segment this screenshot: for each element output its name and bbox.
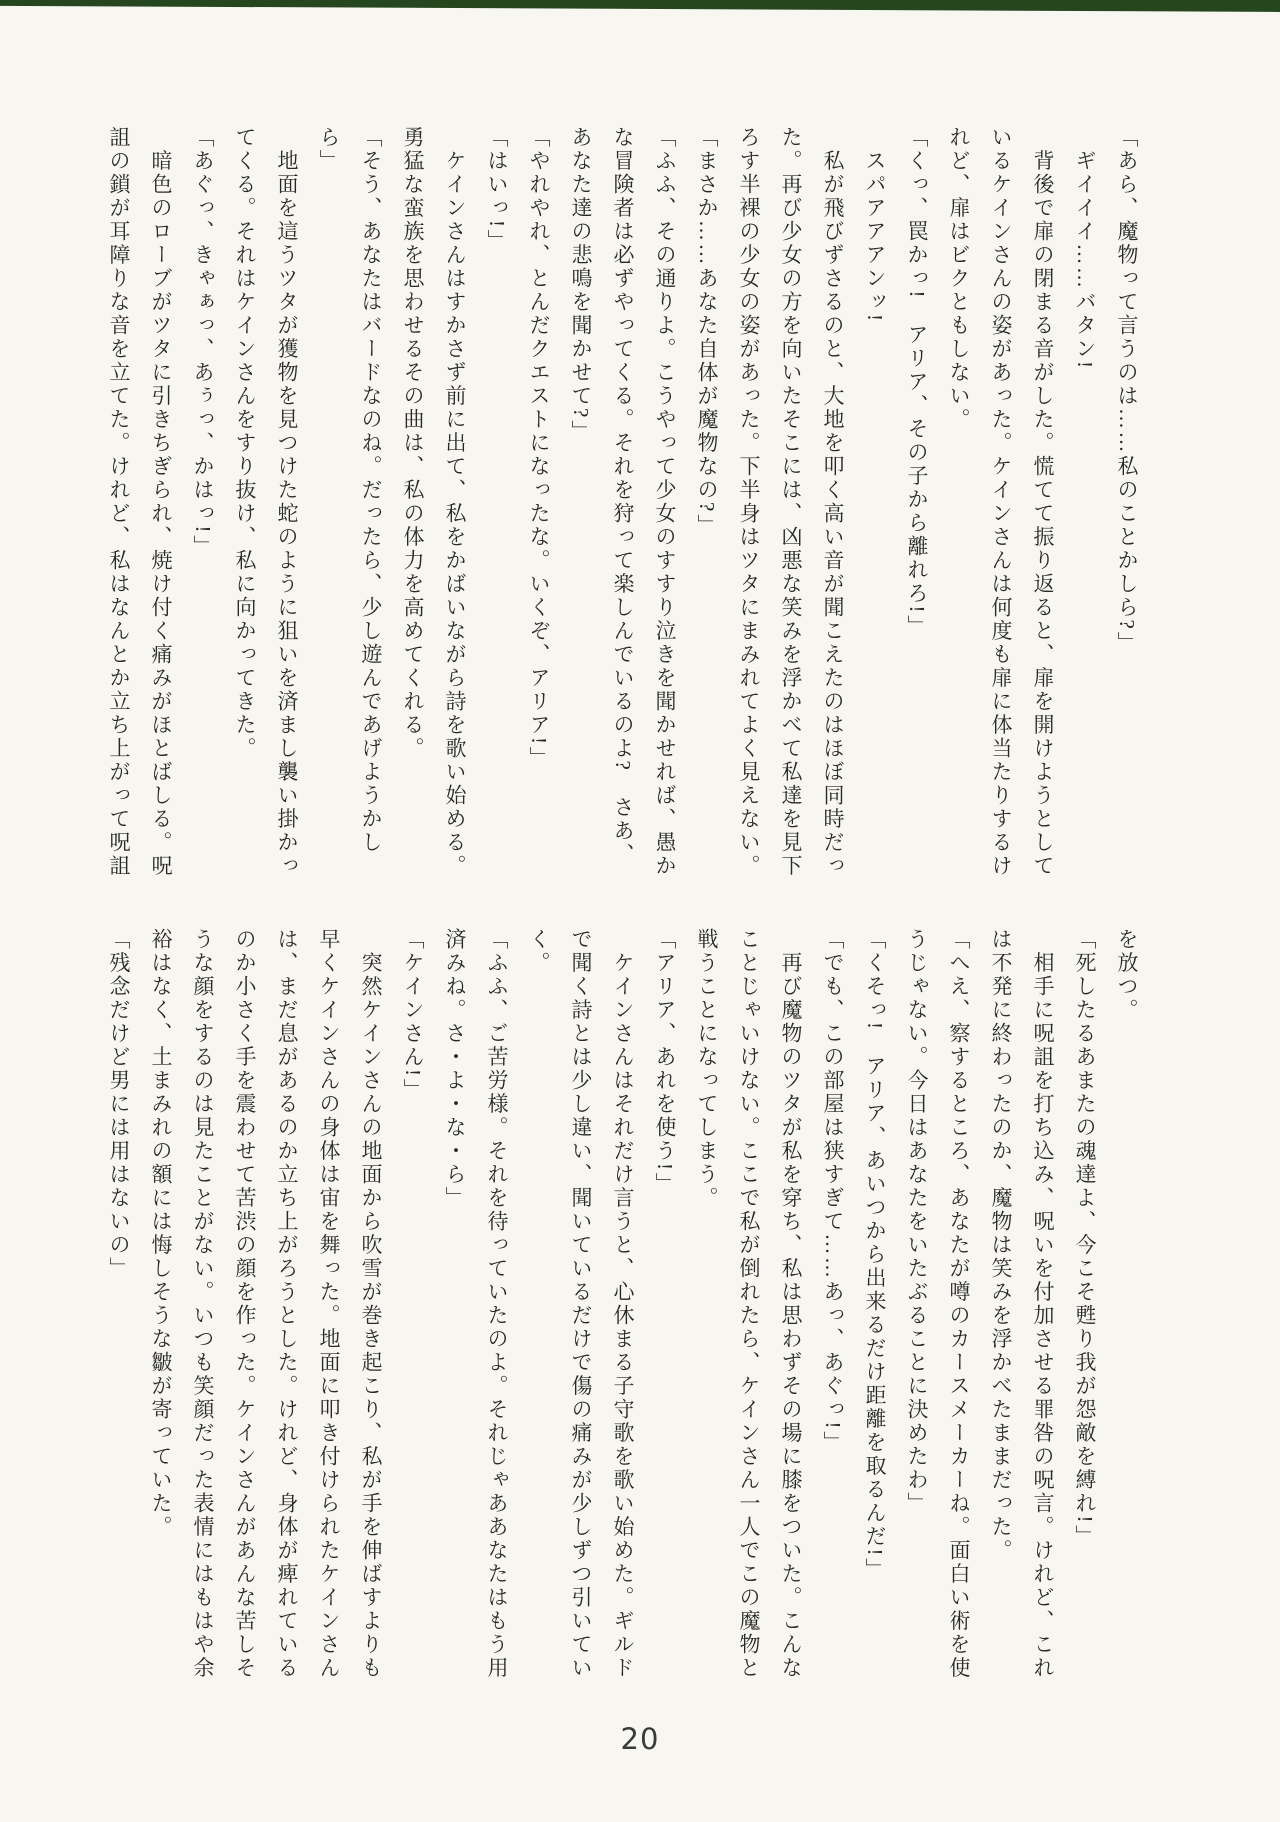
text-column: ギイイイ……バタン! bbox=[1073, 126, 1097, 371]
text-column: 私が飛びずさるのと、大地を叩く高い音が聞こえたのはほぼ同時だっ bbox=[821, 126, 845, 878]
text-column: 「やれやれ、とんだクエストになったな。いくぞ、アリア!」 bbox=[527, 126, 551, 770]
text-column: 済みね。さ・よ・な・ら」 bbox=[443, 928, 467, 1210]
text-column: 暗色のローブがツタに引きちぎられ、焼け付く痛みがほとばしる。呪 bbox=[149, 126, 173, 878]
text-column: 「ふふ、ご苦労様。それを待っていたのよ。それじゃああなたはもう用 bbox=[485, 928, 509, 1680]
text-column: ら」 bbox=[317, 126, 341, 173]
text-column: 戦うことになってしまう。 bbox=[695, 928, 719, 1210]
text-column: 早くケインさんの身体は宙を舞った。地面に叩き付けられたケインさん bbox=[317, 928, 341, 1680]
text-column: 「あぐっ、きゃぁっ、あぅっ、かはっ!」 bbox=[191, 126, 215, 559]
bottom-text-block bbox=[98, 928, 1148, 1684]
text-column: いるケインさんの姿があった。ケインさんは何度も扉に体当たりするけ bbox=[989, 126, 1013, 878]
text-column: 「でも、この部屋は狭すぎて……あっ、あぐっ!」 bbox=[821, 928, 845, 1455]
text-column: あなた達の悲鳴を聞かせて?」 bbox=[569, 126, 593, 444]
text-column: な冒険者は必ずやってくる。それを狩って楽しんでいるのよ? さあ、 bbox=[611, 126, 635, 867]
text-column: 「残念だけど男には用はないの」 bbox=[107, 928, 131, 1281]
text-column: は不発に終わったのか、魔物は笑みを浮かべたままだった。 bbox=[989, 928, 1013, 1563]
text-column: 「あら、魔物って言うのは……私のことかしら?」 bbox=[1115, 126, 1139, 655]
text-column: 「死したるあまたの魂達よ、今こそ甦り我が怨敵を縛れ!」 bbox=[1073, 928, 1097, 1549]
text-column: ケインさんはすかさず前に出て、私をかばいながら詩を歌い始める。 bbox=[443, 126, 467, 878]
text-column: 「ふふ、その通りよ。こうやって少女のすすり泣きを聞かせれば、愚か bbox=[653, 126, 677, 878]
text-column: で聞く詩とは少し違い、聞いているだけで傷の痛みが少しずつ引いてい bbox=[569, 928, 593, 1680]
text-column: た。再び少女の方を向いたそこには、凶悪な笑みを浮かべて私達を見下 bbox=[779, 126, 803, 878]
text-column: ケインさんはそれだけ言うと、心休まる子守歌を歌い始めた。ギルド bbox=[611, 928, 635, 1680]
text-column: 「くそっ! アリア、あいつから出来るだけ距離を取るんだ!」 bbox=[863, 928, 887, 1582]
text-column: 裕はなく、土まみれの額には悔しそうな皺が寄っていた。 bbox=[149, 928, 173, 1539]
text-column: 「ケインさん!」 bbox=[401, 928, 425, 1102]
scan-edge-artifact bbox=[0, 0, 1280, 13]
text-column: 「アリア、あれを使う!」 bbox=[653, 928, 677, 1196]
text-column: 背後で扉の閉まる音がした。慌てて振り返ると、扉を開けようとして bbox=[1031, 126, 1055, 878]
text-column: スパアアアンッ! bbox=[863, 126, 887, 324]
text-column: のか小さく手を震わせて苦渋の顔を作った。ケインさんがあんな苦しそ bbox=[233, 928, 257, 1680]
text-column: く。 bbox=[527, 928, 551, 975]
text-column: 詛の鎖が耳障りな音を立てた。けれど、私はなんとか立ち上がって呪詛 bbox=[107, 126, 131, 878]
text-column: ろす半裸の少女の姿があった。下半身はツタにまみれてよく見えない。 bbox=[737, 126, 761, 878]
text-column: 「まさか……あなた自体が魔物なの?」 bbox=[695, 126, 719, 538]
text-column: 地面を這うツタが獲物を見つけた蛇のように狙いを済まし襲い掛かっ bbox=[275, 126, 299, 878]
text-column: 「そう、あなたはバードなのね。だったら、少し遊んであげようかし bbox=[359, 126, 383, 855]
text-column: を放つ。 bbox=[1115, 928, 1139, 1022]
text-column: 勇猛な蛮族を思わせるその曲は、私の体力を高めてくれる。 bbox=[401, 126, 425, 761]
text-column: うじゃない。今日はあなたをいたぶることに決めたわ」 bbox=[905, 928, 929, 1516]
text-column: うな顔をするのは見たことがない。いつも笑顔だった表情にはもはや余 bbox=[191, 928, 215, 1680]
text-column: は、まだ息があるのか立ち上がろうとした。けれど、身体が痺れている bbox=[275, 928, 299, 1680]
text-column: 相手に呪詛を打ち込み、呪いを付加させる罪咎の呪言。けれど、これ bbox=[1031, 928, 1055, 1680]
text-column: れど、扉はビクともしない。 bbox=[947, 126, 971, 432]
text-column: 「はいっ!」 bbox=[485, 126, 509, 253]
top-text-block bbox=[98, 126, 1148, 882]
text-column: 再び魔物のツタが私を穿ち、私は思わずその場に膝をついた。こんな bbox=[779, 928, 803, 1680]
text-column: 突然ケインさんの地面から吹雪が巻き起こり、私が手を伸ばすよりも bbox=[359, 928, 383, 1680]
text-column: 「くっ、罠かっ! アリア、その子から離れろ!」 bbox=[905, 126, 929, 639]
text-column: 「へえ、察するところ、あなたが噂のカースメーカーね。面白い術を使 bbox=[947, 928, 971, 1680]
text-column: ことじゃいけない。ここで私が倒れたら、ケインさん一人でこの魔物と bbox=[737, 928, 761, 1680]
page-number: 20 bbox=[620, 1722, 660, 1756]
text-column: てくる。それはケインさんをすり抜け、私に向かってきた。 bbox=[233, 126, 257, 761]
